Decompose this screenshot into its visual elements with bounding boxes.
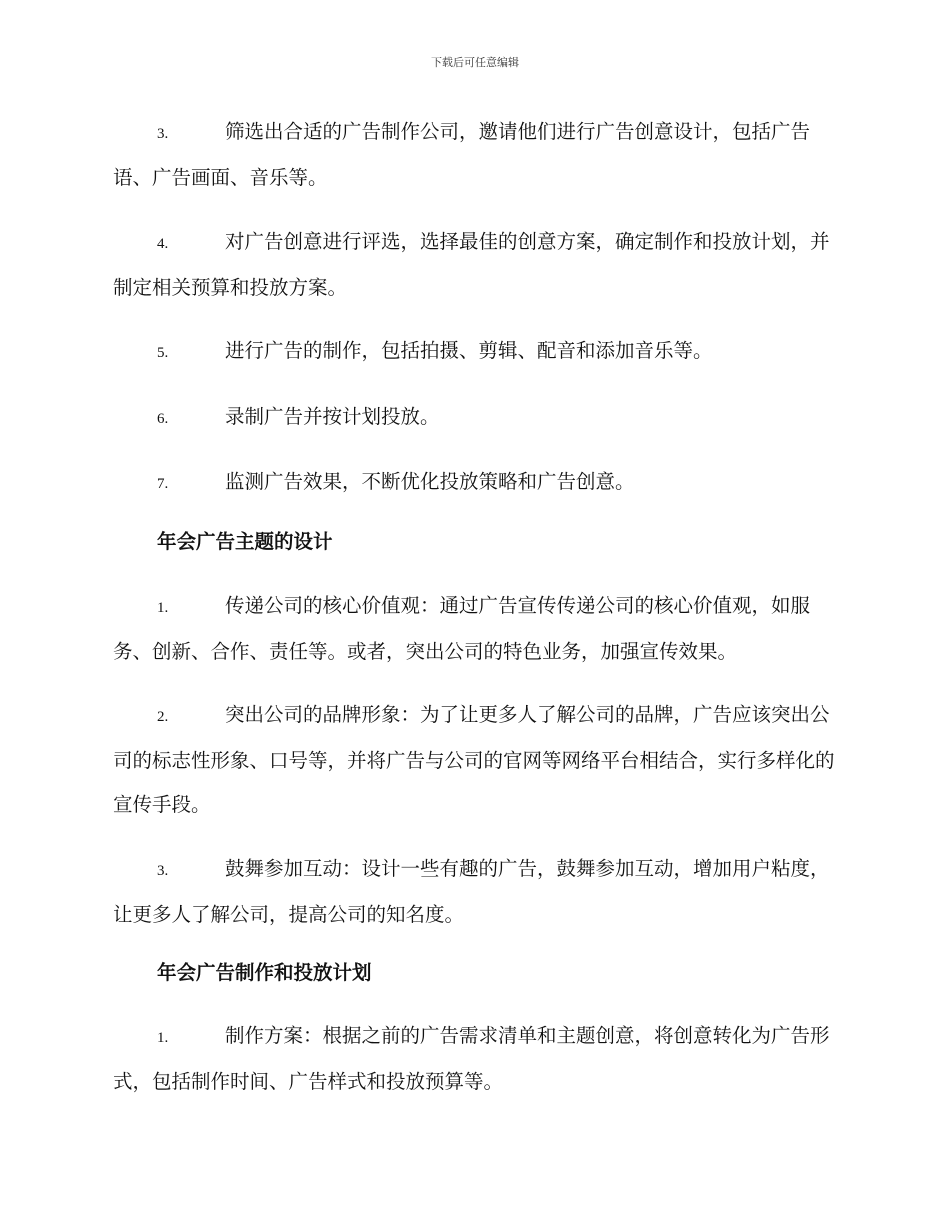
- list-item: [113, 1014, 835, 1104]
- list-number: 2.: [157, 709, 169, 725]
- page-header: 下载后可任意编辑: [431, 56, 519, 69]
- list-number: 1.: [157, 1030, 169, 1046]
- list-text: 制作方案：根据之前的广告需求清单和主题创意，将创意转化为广告形式，包括制作时间、广告样式和投放预算等。: [113, 1024, 830, 1093]
- list-number: 6.: [157, 410, 169, 427]
- section-heading: 年会广告主题的设计: [157, 530, 333, 553]
- list-text: 进行广告的制作，包括拍摄、剪辑、配音和添加音乐等。: [225, 339, 713, 362]
- list-item: [113, 460, 835, 506]
- list-item: [113, 693, 835, 827]
- list-number: 3.: [157, 862, 169, 879]
- list-item: [113, 329, 835, 375]
- list-text: 鼓舞参加互动：设计一些有趣的广告，鼓舞参加互动，增加用户粘度，让更多人了解公司，提高公司的知名度。: [113, 856, 830, 926]
- list-number: 4.: [157, 235, 169, 252]
- list-text: 筛选出合适的广告制作公司，邀请他们进行广告创意设计，包括广告语、广告画面、音乐等。: [113, 120, 811, 189]
- list-text: 对广告创意进行评选，选择最佳的创意方案，确定制作和投放计划，并制定相关预算和投放方案。: [113, 229, 830, 299]
- list-text: 传递公司的核心价值观：通过广告宣传传递公司的核心价值观，如服务、创新、合作、责任等。或者，突出公司的特色业务，加强宣传效果。: [113, 593, 811, 663]
- section-heading: 年会广告制作和投放计划: [157, 960, 372, 984]
- list-item: [113, 395, 835, 441]
- list-number: 5.: [157, 345, 169, 361]
- list-item: [113, 220, 835, 310]
- list-number: 1.: [157, 599, 169, 616]
- list-item: [113, 110, 835, 200]
- list-item: [113, 847, 835, 937]
- list-number: 3.: [157, 126, 169, 142]
- list-text: 监测广告效果，不断优化投放策略和广告创意。: [225, 470, 635, 493]
- list-text: 录制广告并按计划投放。: [225, 404, 440, 428]
- list-text: 突出公司的品牌形象：为了让更多人了解公司的品牌，广告应该突出公司的标志性形象、口号等，并将广告与公司的官网等网络平台相结合，实行多样化的宣传手段。: [113, 703, 835, 816]
- list-item: [113, 584, 835, 674]
- document-body: [113, 110, 835, 1118]
- list-number: 7.: [157, 476, 169, 492]
